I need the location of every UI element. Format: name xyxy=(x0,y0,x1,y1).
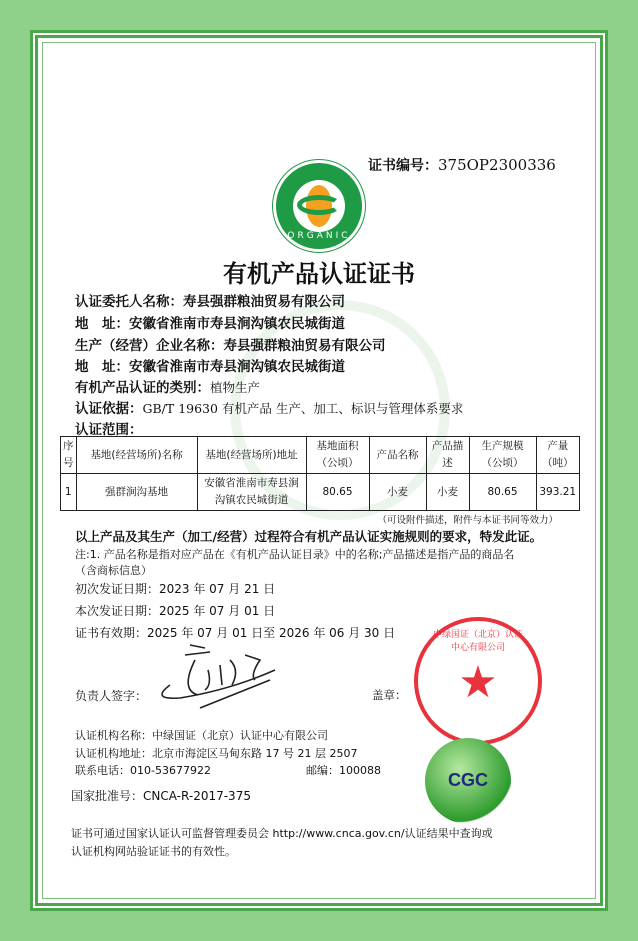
field-label: 认证范围： xyxy=(75,422,143,438)
field-value: 安徽省淮南市寿县涧沟镇农民城街道 xyxy=(129,359,345,375)
validity-period: 证书有效期：2025 年 07 月 01 日至 2026 年 06 月 30 日 xyxy=(75,626,396,640)
approval-number: 国家批准号：CNCA-R-2017-375 xyxy=(71,789,251,803)
seal-label: 盖章： xyxy=(372,688,407,702)
note: 注:1. 产品名称是指对应产品在《有机产品认证目录》中的名称;产品描述是指产品的商品名 xyxy=(75,548,515,561)
note-continued: （含商标信息） xyxy=(75,564,152,577)
table-row xyxy=(61,474,580,511)
field-scope xyxy=(75,418,143,438)
statement: 以上产品及其生产（加工/经营）过程符合有机产品认证实施规则的要求，特发此证。 xyxy=(75,529,543,544)
table-header: 生产规模（公顷） xyxy=(469,437,536,474)
attachment-note: （可设附件描述，附件与本证书同等效力） xyxy=(377,515,558,526)
org-name: 认证机构名称：中绿国证（北京）认证中心有限公司 xyxy=(75,729,328,742)
field-producer xyxy=(75,334,386,354)
table-header: 序号 xyxy=(61,437,77,474)
table-header: 产量（吨） xyxy=(536,437,580,474)
cgc-logo-text: CGC xyxy=(448,770,488,790)
verify-text: 证书可通过国家认证认可监督管理委员会 http://www.cnca.gov.cn/认证结果中查询或 xyxy=(71,827,493,840)
table-cell: 1 xyxy=(61,474,77,511)
this-issue-date: 本次发证日期：2025 年 07 月 01 日 xyxy=(75,604,276,618)
table-cell: 80.65 xyxy=(306,474,369,511)
table-header-row xyxy=(61,437,580,474)
scope-table xyxy=(60,436,580,511)
first-issue-date: 初次发证日期：2023 年 07 月 21 日 xyxy=(75,582,276,596)
seal-text: 中绿国证（北京）认证中心有限公司 xyxy=(432,630,523,653)
table-cell: 80.65 xyxy=(469,474,536,511)
field-label: 有机产品认证的类别： xyxy=(75,380,210,396)
field-value: 安徽省淮南市寿县涧沟镇农民城街道 xyxy=(129,316,345,332)
signature-label: 负责人签字： xyxy=(75,689,148,703)
field-client xyxy=(75,290,345,310)
table-header: 产品名称 xyxy=(369,437,426,474)
table-header: 产品描述 xyxy=(426,437,469,474)
field-label: 认证依据： xyxy=(75,401,143,417)
table-cell: 安徽省淮南市寿县涧沟镇农民城街道 xyxy=(197,474,306,511)
field-producer-address xyxy=(75,355,345,375)
verify-text-continued: 认证机构网站验证证书的有效性。 xyxy=(71,845,236,858)
cert-number xyxy=(368,155,556,175)
organic-logo xyxy=(273,160,365,252)
page-title: 有机产品认证证书 xyxy=(223,260,415,288)
signature xyxy=(150,640,280,710)
cert-number-label: 证书编号： xyxy=(368,158,438,174)
field-value: 植物生产 xyxy=(210,380,261,395)
official-seal xyxy=(414,617,542,745)
field-basis xyxy=(75,397,463,417)
org-address: 认证机构地址：北京市海淀区马甸东路 17 号 21 层 2507 xyxy=(75,747,358,760)
logo-text: ORGANIC xyxy=(287,231,351,241)
field-value: 寿县强群粮油贸易有限公司 xyxy=(183,294,345,310)
org-postcode: 邮编：100088 xyxy=(306,764,381,777)
field-client-address xyxy=(75,312,345,332)
star-icon: ★ xyxy=(458,657,498,708)
table-cell: 小麦 xyxy=(369,474,426,511)
cgc-logo xyxy=(425,738,511,824)
field-label: 地 址： xyxy=(75,316,129,332)
table-cell: 小麦 xyxy=(426,474,469,511)
table-cell: 393.21 xyxy=(536,474,580,511)
table-header: 基地(经营场所)地址 xyxy=(197,437,306,474)
table-header: 基地面积（公顷） xyxy=(306,437,369,474)
field-label: 认证委托人名称： xyxy=(75,294,183,310)
table-header: 基地(经营场所)名称 xyxy=(76,437,197,474)
field-value: 寿县强群粮油贸易有限公司 xyxy=(223,338,386,354)
field-value: GB/T 19630 有机产品 生产、加工、标识与管理体系要求 xyxy=(142,401,464,416)
field-category xyxy=(75,376,260,396)
table-cell: 强群涧沟基地 xyxy=(76,474,197,511)
field-label: 地 址： xyxy=(75,359,129,375)
field-label: 生产（经营）企业名称： xyxy=(75,338,224,354)
cert-number-value: 375OP2300336 xyxy=(438,156,556,174)
org-phone: 联系电话：010-53677922 xyxy=(75,764,211,777)
